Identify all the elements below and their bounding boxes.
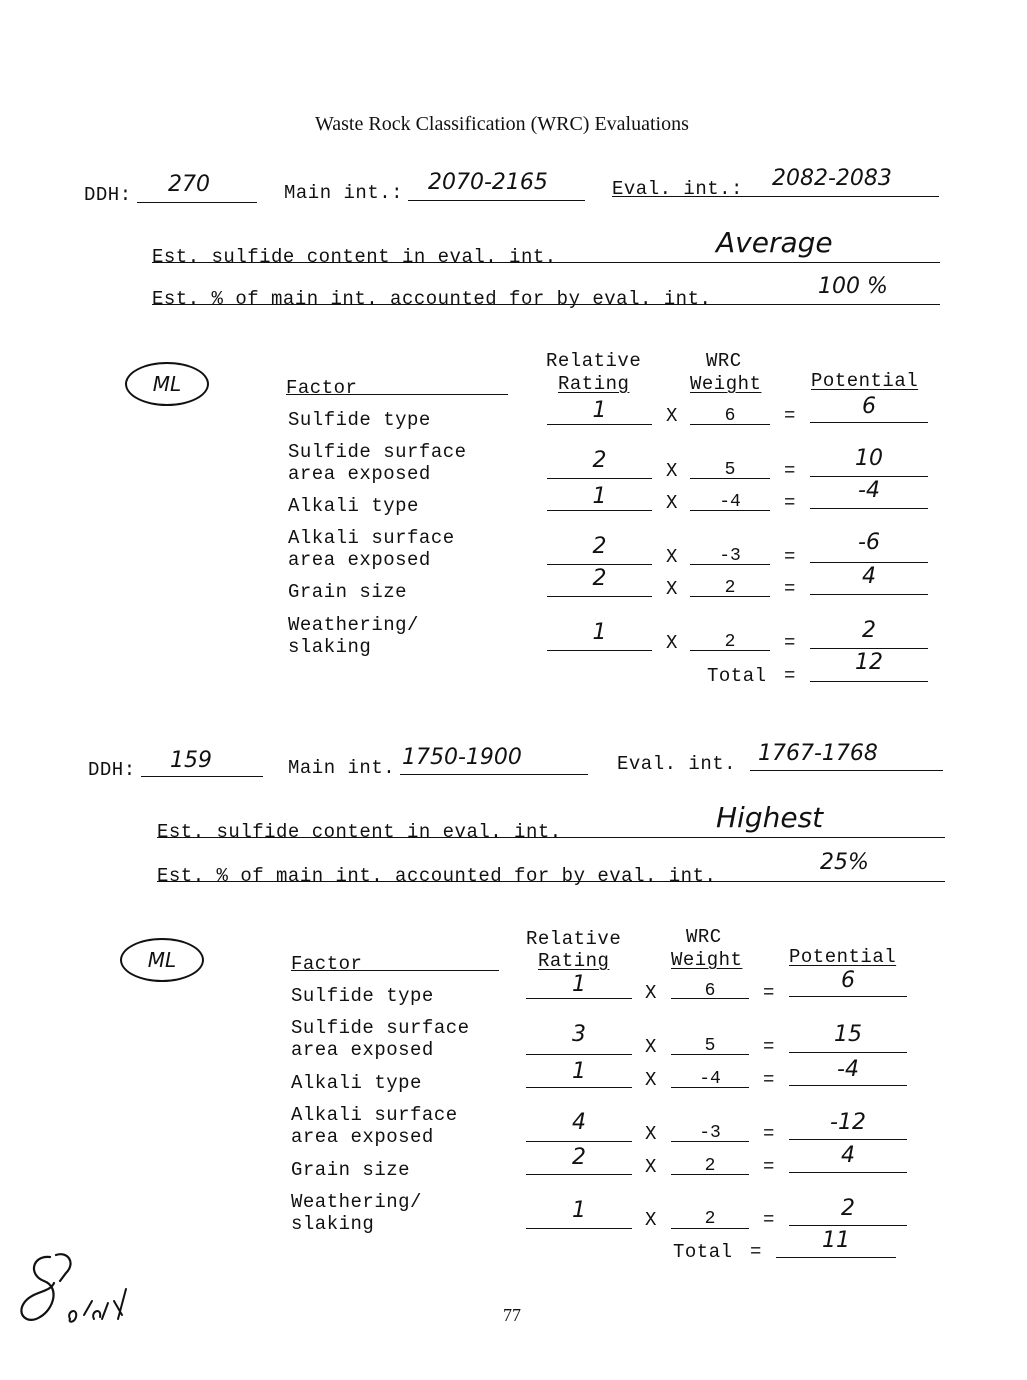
percent-value: 25% (820, 850, 869, 875)
rating-value: 1 (592, 620, 607, 645)
ddh-label: DDH: (84, 184, 132, 206)
eval-int-label: Eval. int. (617, 753, 737, 775)
rating-value: 1 (572, 1059, 586, 1084)
signature-mark (10, 1245, 160, 1335)
rating-value: 2 (592, 534, 607, 559)
equals-sign: = (784, 632, 796, 654)
equals-sign: = (763, 1036, 775, 1058)
total-value: 11 (822, 1228, 850, 1253)
factor-name: Sulfide type (291, 985, 434, 1007)
factor-name: Grain size (288, 581, 408, 603)
equals-sign: = (763, 1209, 775, 1231)
main-int-label: Main int. (288, 757, 396, 779)
est-percent-label: Est. % of main int. accounted for by eval. int. (152, 288, 712, 310)
ddh-value: 270 (168, 172, 210, 197)
est-percent-label: Est. % of main int. accounted for by eval. int. (157, 865, 717, 887)
ml-initials-circle (125, 362, 209, 406)
weight-header: Weight (671, 949, 743, 971)
potential-header: Potential (789, 946, 897, 968)
times-sign: X (666, 405, 678, 427)
factor-name-line2: slaking (288, 636, 372, 658)
potential-value: -6 (858, 530, 880, 555)
rating-value: 2 (592, 566, 607, 591)
wrc-header: WRC (706, 350, 742, 372)
factor-name: Sulfide type (288, 409, 431, 431)
weight-value: 2 (724, 632, 736, 652)
eval-int-value: 2082-2083 (772, 166, 892, 191)
factor-name: Alkali surface (288, 527, 455, 549)
sulfide-content-value: Average (716, 226, 833, 259)
weight-value: 2 (704, 1209, 716, 1229)
times-sign: X (645, 982, 657, 1004)
factor-name: Sulfide surface (291, 1017, 470, 1039)
total-label: Total (707, 665, 767, 687)
equals-sign: = (750, 1241, 762, 1263)
relative-header: Relative (546, 350, 642, 372)
times-sign: X (645, 1209, 657, 1231)
weight-value: 2 (724, 578, 736, 598)
factor-name-line2: slaking (291, 1213, 375, 1235)
times-sign: X (645, 1123, 657, 1145)
rating-value: 2 (572, 1145, 586, 1170)
times-sign: X (666, 492, 678, 514)
percent-value: 100 % (818, 274, 888, 299)
ml-initials-circle (120, 938, 204, 982)
times-sign: X (645, 1036, 657, 1058)
main-int-value: 2070-2165 (428, 170, 548, 195)
potential-value: 6 (862, 394, 876, 419)
est-sulfide-label: Est. sulfide content in eval. int. (157, 821, 562, 843)
rating-header: Rating (538, 950, 610, 972)
weight-value: 2 (704, 1156, 716, 1176)
weight-value: -3 (699, 1123, 721, 1143)
factor-name: Sulfide surface (288, 441, 467, 463)
equals-sign: = (784, 492, 796, 514)
equals-sign: = (763, 1123, 775, 1145)
ddh-value: 159 (170, 748, 212, 773)
times-sign: X (666, 546, 678, 568)
signature-initials (10, 1245, 160, 1335)
potential-value: 4 (841, 1143, 855, 1168)
potential-value: 2 (862, 618, 876, 643)
factor-name: Weathering/ (288, 614, 419, 636)
factor-header: Factor (291, 953, 363, 975)
equals-sign: = (784, 460, 796, 482)
relative-header: Relative (526, 928, 622, 950)
factor-name: Grain size (291, 1159, 411, 1181)
equals-sign: = (784, 578, 796, 600)
rating-value: 1 (572, 1198, 586, 1223)
factor-name: Weathering/ (291, 1191, 422, 1213)
times-sign: X (666, 632, 678, 654)
rating-header: Rating (558, 373, 630, 395)
eval-int-value: 1767-1768 (758, 741, 878, 766)
weight-value: -4 (719, 492, 741, 512)
rating-value: 1 (592, 484, 607, 509)
ml-initials: ML (147, 948, 177, 972)
weight-header: Weight (690, 373, 762, 395)
main-int-label: Main int.: (284, 182, 404, 204)
factor-name-line2: area exposed (288, 463, 431, 485)
equals-sign: = (763, 1156, 775, 1178)
potential-value: 15 (834, 1022, 862, 1047)
potential-value: 2 (841, 1196, 855, 1221)
factor-header: Factor (286, 377, 358, 399)
factor-name-line2: area exposed (291, 1126, 434, 1148)
total-label: Total (673, 1241, 733, 1263)
factor-name: Alkali surface (291, 1104, 458, 1126)
weight-value: 6 (704, 981, 716, 1001)
potential-value: 6 (841, 968, 855, 993)
equals-sign: = (784, 665, 796, 687)
potential-value: -4 (858, 478, 880, 503)
est-sulfide-label: Est. sulfide content in eval. int. (152, 246, 557, 268)
page-title: Waste Rock Classification (WRC) Evaluations (315, 113, 689, 135)
factor-name: Alkali type (291, 1072, 422, 1094)
potential-value: 4 (862, 564, 876, 589)
potential-value: -12 (830, 1110, 866, 1135)
potential-value: -4 (837, 1057, 859, 1082)
weight-value: 5 (704, 1036, 716, 1056)
page-number: 77 (503, 1305, 521, 1325)
times-sign: X (666, 460, 678, 482)
main-int-value: 1750-1900 (402, 745, 522, 770)
times-sign: X (666, 578, 678, 600)
weight-value: -4 (699, 1069, 721, 1089)
potential-value: 10 (855, 446, 883, 471)
factor-name-line2: area exposed (291, 1039, 434, 1061)
equals-sign: = (784, 546, 796, 568)
equals-sign: = (763, 982, 775, 1004)
total-value: 12 (855, 650, 883, 675)
rating-value: 4 (572, 1110, 586, 1135)
factor-name: Alkali type (288, 495, 419, 517)
potential-header: Potential (811, 370, 919, 392)
equals-sign: = (784, 405, 796, 427)
equals-sign: = (763, 1069, 775, 1091)
ddh-label: DDH: (88, 759, 136, 781)
weight-value: 5 (724, 460, 736, 480)
times-sign: X (645, 1069, 657, 1091)
rating-value: 3 (572, 1022, 586, 1047)
rating-value: 2 (592, 448, 607, 473)
times-sign: X (645, 1156, 657, 1178)
weight-value: 6 (724, 406, 736, 426)
rating-value: 1 (592, 398, 607, 423)
rating-value: 1 (572, 972, 586, 997)
wrc-header: WRC (686, 926, 722, 948)
eval-int-label: Eval. int.: (612, 178, 743, 200)
factor-name-line2: area exposed (288, 549, 431, 571)
weight-value: -3 (719, 546, 741, 566)
ml-initials: ML (152, 372, 182, 396)
sulfide-content-value: Highest (716, 801, 824, 834)
